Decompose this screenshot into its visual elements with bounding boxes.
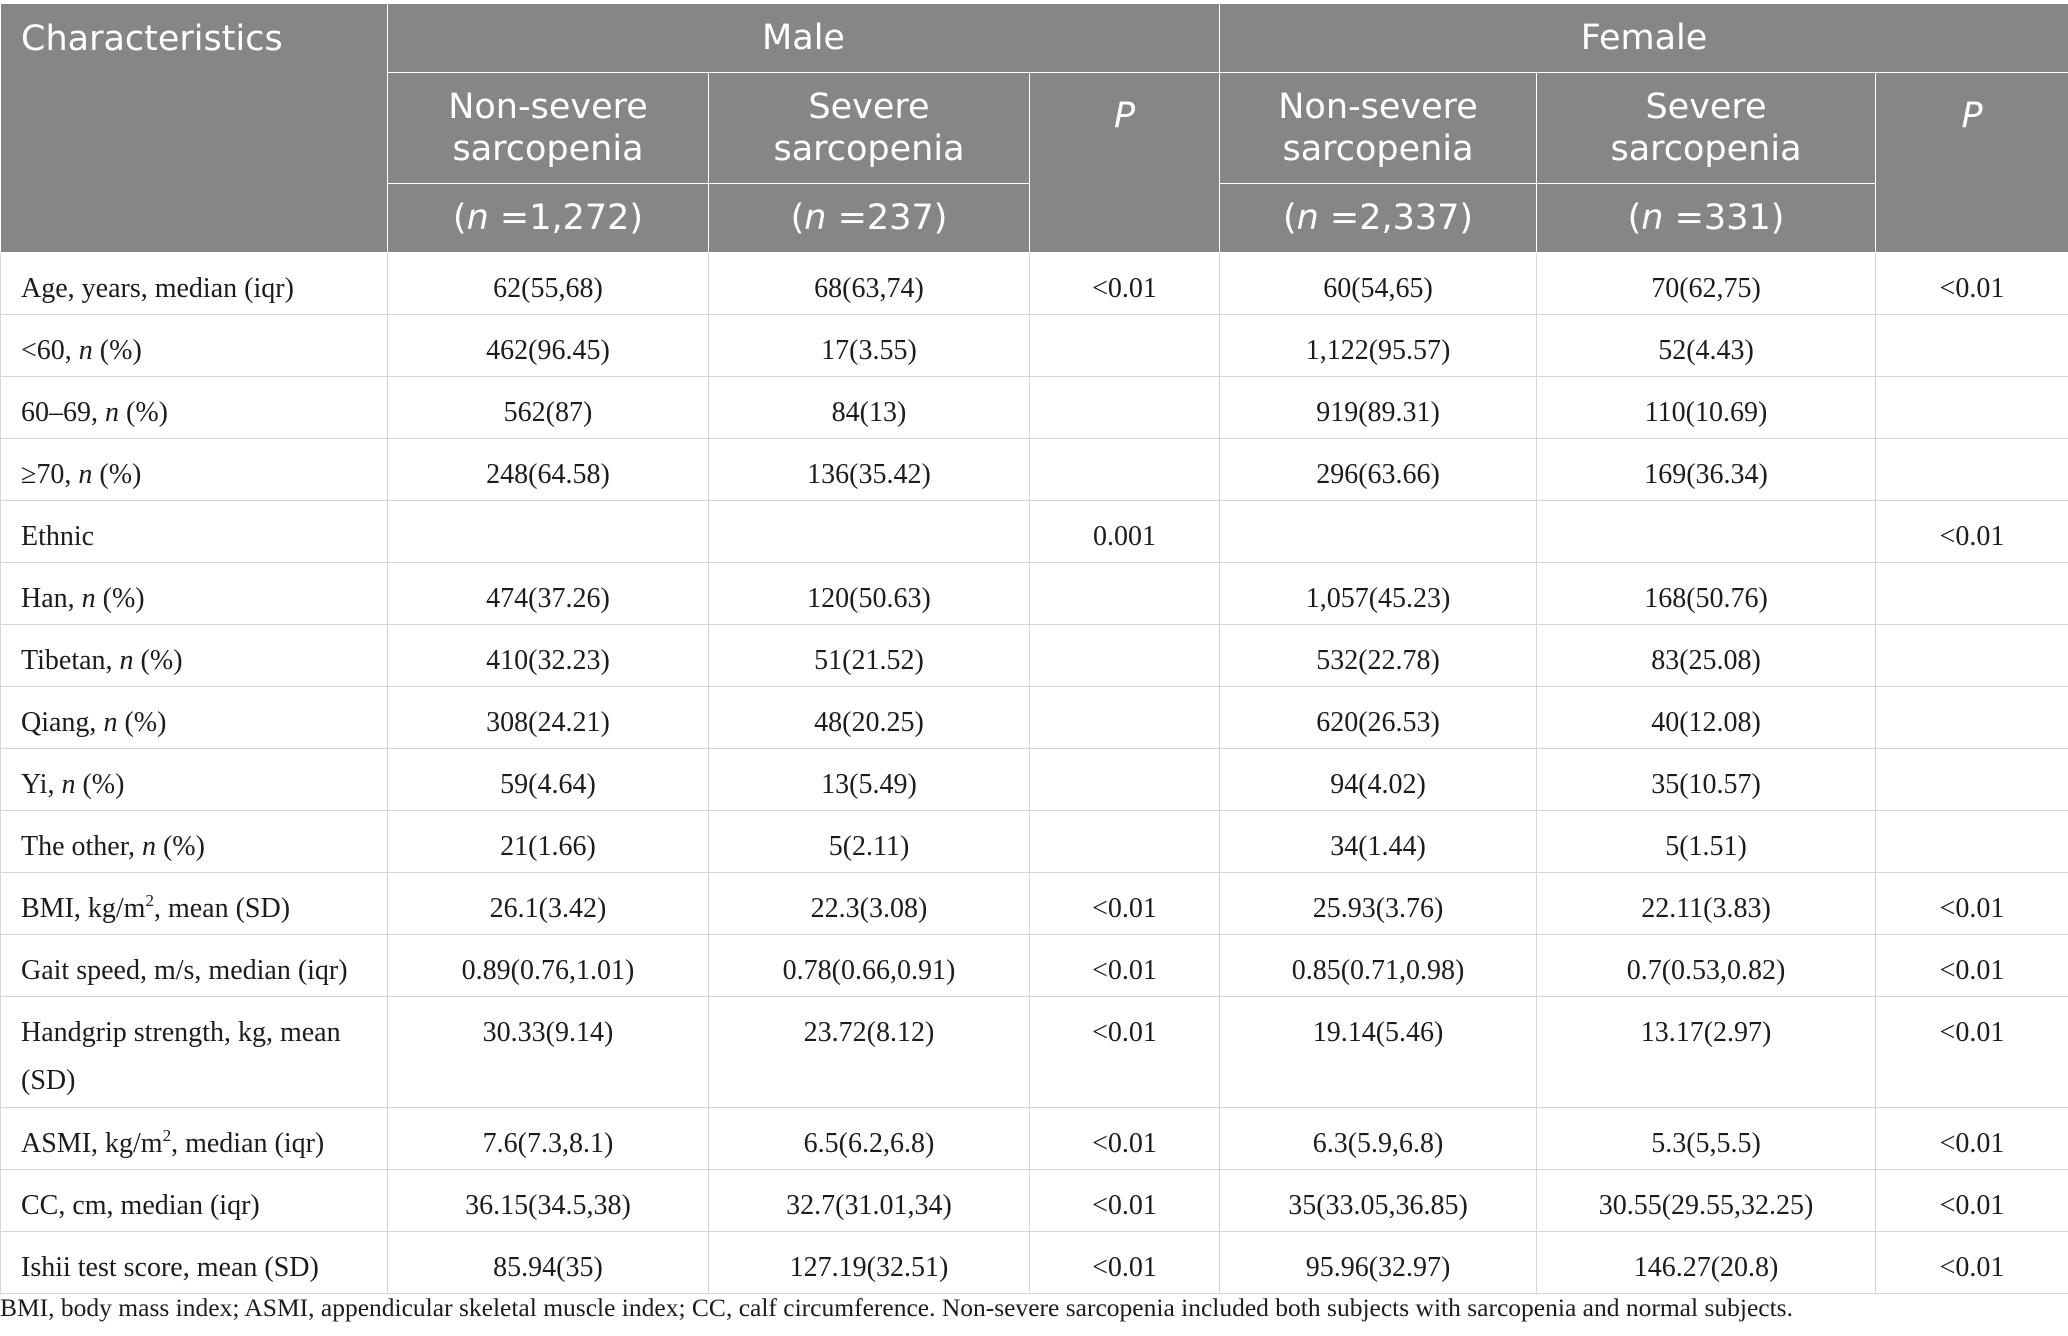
table-row xyxy=(1,625,2068,687)
cell-male-ns: 474(37.26) xyxy=(388,563,709,625)
cell-male-p: <0.01 xyxy=(1030,935,1220,997)
table-header xyxy=(1,4,2068,253)
row-label: Age, years, median (iqr) xyxy=(1,253,388,315)
header-characteristics: Characteristics xyxy=(1,4,388,253)
cell-male-s: 22.3(3.08) xyxy=(709,873,1030,935)
cell-male-s: 120(50.63) xyxy=(709,563,1030,625)
table-row xyxy=(1,439,2068,501)
cell-female-ns: 1,057(45.23) xyxy=(1220,563,1537,625)
cell-male-ns: 410(32.23) xyxy=(388,625,709,687)
table-row xyxy=(1,1232,2068,1294)
cell-female-p xyxy=(1876,749,2068,811)
row-label: Gait speed, m/s, median (iqr) xyxy=(1,935,388,997)
cell-female-s xyxy=(1537,501,1876,563)
cell-female-ns: 6.3(5.9,6.8) xyxy=(1220,1108,1537,1170)
cell-male-ns: 0.89(0.76,1.01) xyxy=(388,935,709,997)
cell-female-ns: 620(26.53) xyxy=(1220,687,1537,749)
cell-male-ns: 30.33(9.14) xyxy=(388,997,709,1108)
table-row xyxy=(1,1108,2068,1170)
cell-female-ns: 95.96(32.97) xyxy=(1220,1232,1537,1294)
cell-female-p xyxy=(1876,625,2068,687)
cell-female-p xyxy=(1876,377,2068,439)
cell-male-p: 0.001 xyxy=(1030,501,1220,563)
cell-female-ns: 35(33.05,36.85) xyxy=(1220,1170,1537,1232)
cell-male-p xyxy=(1030,377,1220,439)
table-row xyxy=(1,253,2068,315)
cell-male-s: 23.72(8.12) xyxy=(709,997,1030,1108)
header-n-male-severe: (n =237) xyxy=(709,184,1030,253)
cell-male-s: 84(13) xyxy=(709,377,1030,439)
cell-female-ns: 919(89.31) xyxy=(1220,377,1537,439)
header-n-female-non-severe: (n =2,337) xyxy=(1220,184,1537,253)
cell-female-s: 5.3(5,5.5) xyxy=(1537,1108,1876,1170)
table-row xyxy=(1,873,2068,935)
table-row xyxy=(1,749,2068,811)
cell-male-ns: 59(4.64) xyxy=(388,749,709,811)
cell-female-p xyxy=(1876,811,2068,873)
cell-female-p: <0.01 xyxy=(1876,997,2068,1108)
characteristics-table xyxy=(0,3,2068,1294)
cell-female-ns: 19.14(5.46) xyxy=(1220,997,1537,1108)
row-label: Ishii test score, mean (SD) xyxy=(1,1232,388,1294)
cell-female-p: <0.01 xyxy=(1876,1232,2068,1294)
cell-female-ns: 60(54,65) xyxy=(1220,253,1537,315)
row-label: ≥70, n (%) xyxy=(1,439,388,501)
cell-male-s: 13(5.49) xyxy=(709,749,1030,811)
cell-male-ns: 308(24.21) xyxy=(388,687,709,749)
cell-male-ns: 7.6(7.3,8.1) xyxy=(388,1108,709,1170)
cell-female-p xyxy=(1876,315,2068,377)
row-label: Handgrip strength, kg, mean (SD) xyxy=(1,997,388,1108)
cell-female-p: <0.01 xyxy=(1876,935,2068,997)
cell-female-ns: 1,122(95.57) xyxy=(1220,315,1537,377)
cell-female-p: <0.01 xyxy=(1876,253,2068,315)
cell-female-ns: 94(4.02) xyxy=(1220,749,1537,811)
cell-male-ns: 21(1.66) xyxy=(388,811,709,873)
row-label: CC, cm, median (iqr) xyxy=(1,1170,388,1232)
table-row xyxy=(1,377,2068,439)
cell-male-s xyxy=(709,501,1030,563)
cell-female-s: 168(50.76) xyxy=(1537,563,1876,625)
row-label: Tibetan, n (%) xyxy=(1,625,388,687)
cell-female-s: 22.11(3.83) xyxy=(1537,873,1876,935)
cell-male-ns: 562(87) xyxy=(388,377,709,439)
cell-female-ns: 296(63.66) xyxy=(1220,439,1537,501)
row-label: BMI, $kg/m^2$, mean (SD) xyxy=(1,873,388,935)
cell-male-ns: 36.15(34.5,38) xyxy=(388,1170,709,1232)
cell-male-s: 127.19(32.51) xyxy=(709,1232,1030,1294)
cell-male-p xyxy=(1030,811,1220,873)
cell-male-s: 17(3.55) xyxy=(709,315,1030,377)
cell-male-s: 0.78(0.66,0.91) xyxy=(709,935,1030,997)
cell-female-ns: 532(22.78) xyxy=(1220,625,1537,687)
cell-female-s: 13.17(2.97) xyxy=(1537,997,1876,1108)
cell-female-s: 35(10.57) xyxy=(1537,749,1876,811)
row-label: Yi, n (%) xyxy=(1,749,388,811)
cell-male-s: 48(20.25) xyxy=(709,687,1030,749)
cell-male-p xyxy=(1030,687,1220,749)
header-n-male-non-severe: (n =1,272) xyxy=(388,184,709,253)
cell-male-s: 6.5(6.2,6.8) xyxy=(709,1108,1030,1170)
table-row xyxy=(1,687,2068,749)
header-male-p: P xyxy=(1030,73,1220,253)
table-row xyxy=(1,997,2068,1108)
cell-female-p xyxy=(1876,687,2068,749)
cell-female-s: 169(36.34) xyxy=(1537,439,1876,501)
header-male: Male xyxy=(388,4,1220,73)
cell-male-p xyxy=(1030,439,1220,501)
cell-female-s: 52(4.43) xyxy=(1537,315,1876,377)
row-label: Han, n (%) xyxy=(1,563,388,625)
cell-female-s: 70(62,75) xyxy=(1537,253,1876,315)
cell-female-p: <0.01 xyxy=(1876,1108,2068,1170)
cell-male-p xyxy=(1030,563,1220,625)
cell-male-p xyxy=(1030,749,1220,811)
table-row xyxy=(1,935,2068,997)
cell-female-ns: 34(1.44) xyxy=(1220,811,1537,873)
cell-female-s: 40(12.08) xyxy=(1537,687,1876,749)
cell-female-p: <0.01 xyxy=(1876,1170,2068,1232)
cell-female-p xyxy=(1876,563,2068,625)
cell-female-p: <0.01 xyxy=(1876,501,2068,563)
header-male-non-severe: Non-severe sarcopenia xyxy=(388,73,709,184)
row-label: <60, n (%) xyxy=(1,315,388,377)
cell-male-s: 5(2.11) xyxy=(709,811,1030,873)
header-female-p: P xyxy=(1876,73,2068,253)
table-row xyxy=(1,811,2068,873)
table-row xyxy=(1,563,2068,625)
cell-male-ns: 462(96.45) xyxy=(388,315,709,377)
cell-female-s: 83(25.08) xyxy=(1537,625,1876,687)
cell-male-ns: 248(64.58) xyxy=(388,439,709,501)
header-male-severe: Severe sarcopenia xyxy=(709,73,1030,184)
row-label: 60–69, n (%) xyxy=(1,377,388,439)
cell-female-s: 30.55(29.55,32.25) xyxy=(1537,1170,1876,1232)
cell-female-s: 110(10.69) xyxy=(1537,377,1876,439)
cell-male-ns: 26.1(3.42) xyxy=(388,873,709,935)
cell-male-p: <0.01 xyxy=(1030,997,1220,1108)
cell-male-ns xyxy=(388,501,709,563)
cell-female-p xyxy=(1876,439,2068,501)
cell-male-ns: 85.94(35) xyxy=(388,1232,709,1294)
cell-female-s: 0.7(0.53,0.82) xyxy=(1537,935,1876,997)
cell-male-p: <0.01 xyxy=(1030,873,1220,935)
cell-male-p: <0.01 xyxy=(1030,253,1220,315)
row-label: The other, n (%) xyxy=(1,811,388,873)
header-row-sex xyxy=(1,4,2068,73)
table-row xyxy=(1,315,2068,377)
cell-male-s: 68(63,74) xyxy=(709,253,1030,315)
cell-male-p: <0.01 xyxy=(1030,1232,1220,1294)
cell-male-s: 136(35.42) xyxy=(709,439,1030,501)
table-body xyxy=(1,253,2068,1294)
cell-male-ns: 62(55,68) xyxy=(388,253,709,315)
table-row xyxy=(1,1170,2068,1232)
row-label: ASMI, $kg/m^2$, median (iqr) xyxy=(1,1108,388,1170)
cell-female-p: <0.01 xyxy=(1876,873,2068,935)
cell-female-s: 5(1.51) xyxy=(1537,811,1876,873)
cell-male-p xyxy=(1030,315,1220,377)
header-female: Female xyxy=(1220,4,2068,73)
cell-female-ns: 25.93(3.76) xyxy=(1220,873,1537,935)
table-footnote: BMI, body mass index; ASMI, appendicular skeletal muscle index; CC, calf circumference. Non-severe sarcopenia included both subjects with sarcopenia and normal subjects. xyxy=(0,1293,1793,1322)
row-label: Qiang, n (%) xyxy=(1,687,388,749)
row-label: Ethnic xyxy=(1,501,388,563)
cell-male-p xyxy=(1030,625,1220,687)
header-female-non-severe: Non-severe sarcopenia xyxy=(1220,73,1537,184)
cell-female-ns xyxy=(1220,501,1537,563)
header-female-severe: Severe sarcopenia xyxy=(1537,73,1876,184)
cell-female-s: 146.27(20.8) xyxy=(1537,1232,1876,1294)
cell-male-p: <0.01 xyxy=(1030,1170,1220,1232)
cell-male-s: 32.7(31.01,34) xyxy=(709,1170,1030,1232)
header-n-female-severe: (n =331) xyxy=(1537,184,1876,253)
cell-female-ns: 0.85(0.71,0.98) xyxy=(1220,935,1537,997)
cell-male-s: 51(21.52) xyxy=(709,625,1030,687)
table-row xyxy=(1,501,2068,563)
cell-male-p: <0.01 xyxy=(1030,1108,1220,1170)
